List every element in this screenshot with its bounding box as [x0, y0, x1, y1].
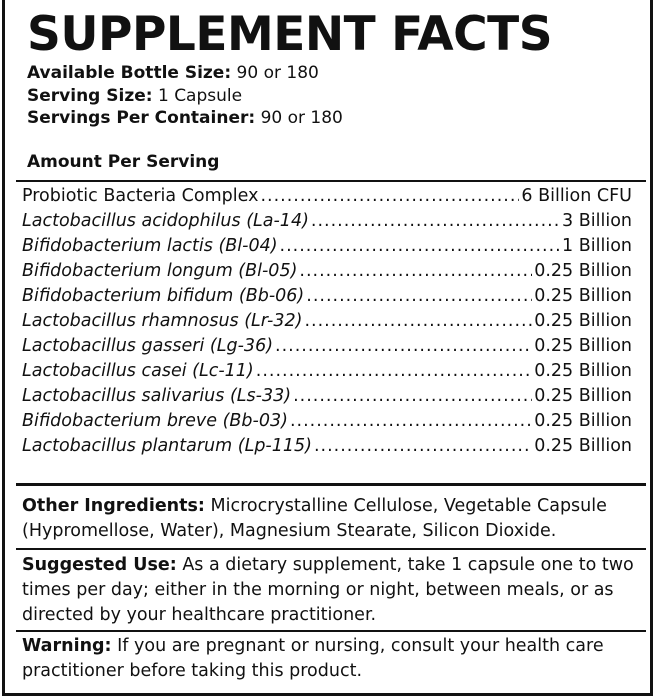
- ingredient-name: Lactobacillus acidophilus (La-14): [22, 211, 309, 231]
- ingredient-amount: 0.25 Billion: [534, 311, 632, 331]
- ingredient-amount: 0.25 Billion: [534, 286, 632, 306]
- leader-dots: [275, 336, 532, 356]
- ingredient-name: Bifidobacterium breve (Bb-03): [22, 411, 288, 431]
- leader-dots: [311, 211, 560, 231]
- ingredient-row: [22, 311, 632, 336]
- ingredient-amount: 0.25 Billion: [534, 436, 632, 456]
- serving-size-line: [27, 85, 343, 108]
- amount-per-serving-heading: Amount Per Serving: [27, 152, 220, 172]
- leader-dots: [260, 186, 519, 206]
- ingredient-amount: 0.25 Billion: [534, 386, 632, 406]
- divider: [16, 483, 646, 486]
- divider: [16, 630, 646, 632]
- leader-dots: [256, 361, 532, 381]
- suggested-use-text: As a dietary supplement, take 1 capsule one to two times per day; either in the morning or night, between meals, or as directed by your healthcare practitioner.: [22, 555, 634, 625]
- other-ingredients-label: Other Ingredients:: [22, 496, 205, 516]
- serving-info: [27, 62, 343, 130]
- warning-text: If you are pregnant or nursing, consult your health care practitioner before taking this product.: [22, 636, 604, 681]
- suggested-use-label: Suggested Use:: [22, 555, 177, 575]
- ingredient-name: Lactobacillus rhamnosus (Lr-32): [22, 311, 303, 331]
- ingredient-name: Lactobacillus gasseri (Lg-36): [22, 336, 274, 356]
- ingredient-name: Lactobacillus casei (Lc-11): [22, 361, 254, 381]
- servings-per-container-label: Servings Per Container:: [27, 108, 256, 128]
- ingredient-row: [22, 236, 632, 261]
- serving-size-value: 1 Capsule: [157, 85, 243, 106]
- bottle-size-label: Available Bottle Size:: [27, 63, 232, 83]
- other-ingredients: [22, 494, 648, 544]
- ingredient-name: Probiotic Bacteria Complex: [22, 186, 259, 206]
- ingredient-row: [22, 411, 632, 436]
- ingredient-name: Lactobacillus plantarum (Lp-115): [22, 436, 312, 456]
- leader-dots: [293, 386, 532, 406]
- servings-per-container-value: 90 or 180: [260, 108, 343, 128]
- warning: [22, 634, 648, 684]
- bottle-size-value: 90 or 180: [236, 63, 319, 83]
- bottle-size-line: [27, 62, 343, 85]
- ingredient-amount: 0.25 Billion: [534, 261, 632, 281]
- ingredient-name: Bifidobacterium longum (Bl-05): [22, 261, 298, 281]
- divider: [16, 180, 646, 182]
- ingredient-row: [22, 436, 632, 461]
- panel-title: SUPPLEMENT FACTS: [27, 7, 553, 62]
- ingredient-row: [22, 211, 632, 236]
- ingredient-row: [22, 261, 632, 286]
- divider: [16, 548, 646, 550]
- ingredient-amount: 0.25 Billion: [534, 411, 632, 431]
- ingredient-amount: 0.25 Billion: [534, 361, 632, 381]
- leader-dots: [304, 311, 532, 331]
- ingredient-name: Bifidobacterium lactis (Bl-04): [22, 236, 278, 256]
- leader-dots: [280, 236, 561, 256]
- serving-size-label: Serving Size:: [27, 85, 153, 106]
- ingredient-amount: 0.25 Billion: [534, 336, 632, 356]
- ingredient-row: [22, 361, 632, 386]
- leader-dots: [299, 261, 532, 281]
- ingredient-row: [22, 386, 632, 411]
- ingredient-amount: 3 Billion: [562, 211, 632, 231]
- ingredient-row: [22, 186, 632, 211]
- warning-label: Warning:: [22, 636, 112, 656]
- other-ingredients-text: Microcrystalline Cellulose, Vegetable Capsule (Hypromellose, Water), Magnesium Stearate, Silicon Dioxide.: [22, 496, 607, 541]
- servings-per-container-line: [27, 107, 343, 130]
- ingredient-list: [22, 186, 632, 461]
- ingredient-name: Bifidobacterium bifidum (Bb-06): [22, 286, 305, 306]
- leader-dots: [314, 436, 532, 456]
- ingredient-row: [22, 336, 632, 361]
- ingredient-row: [22, 286, 632, 311]
- ingredient-name: Lactobacillus salivarius (Ls-33): [22, 386, 292, 406]
- suggested-use: [22, 553, 648, 628]
- ingredient-amount: 1 Billion: [562, 236, 632, 256]
- leader-dots: [290, 411, 532, 431]
- leader-dots: [306, 286, 532, 306]
- ingredient-amount: 6 Billion CFU: [521, 186, 632, 206]
